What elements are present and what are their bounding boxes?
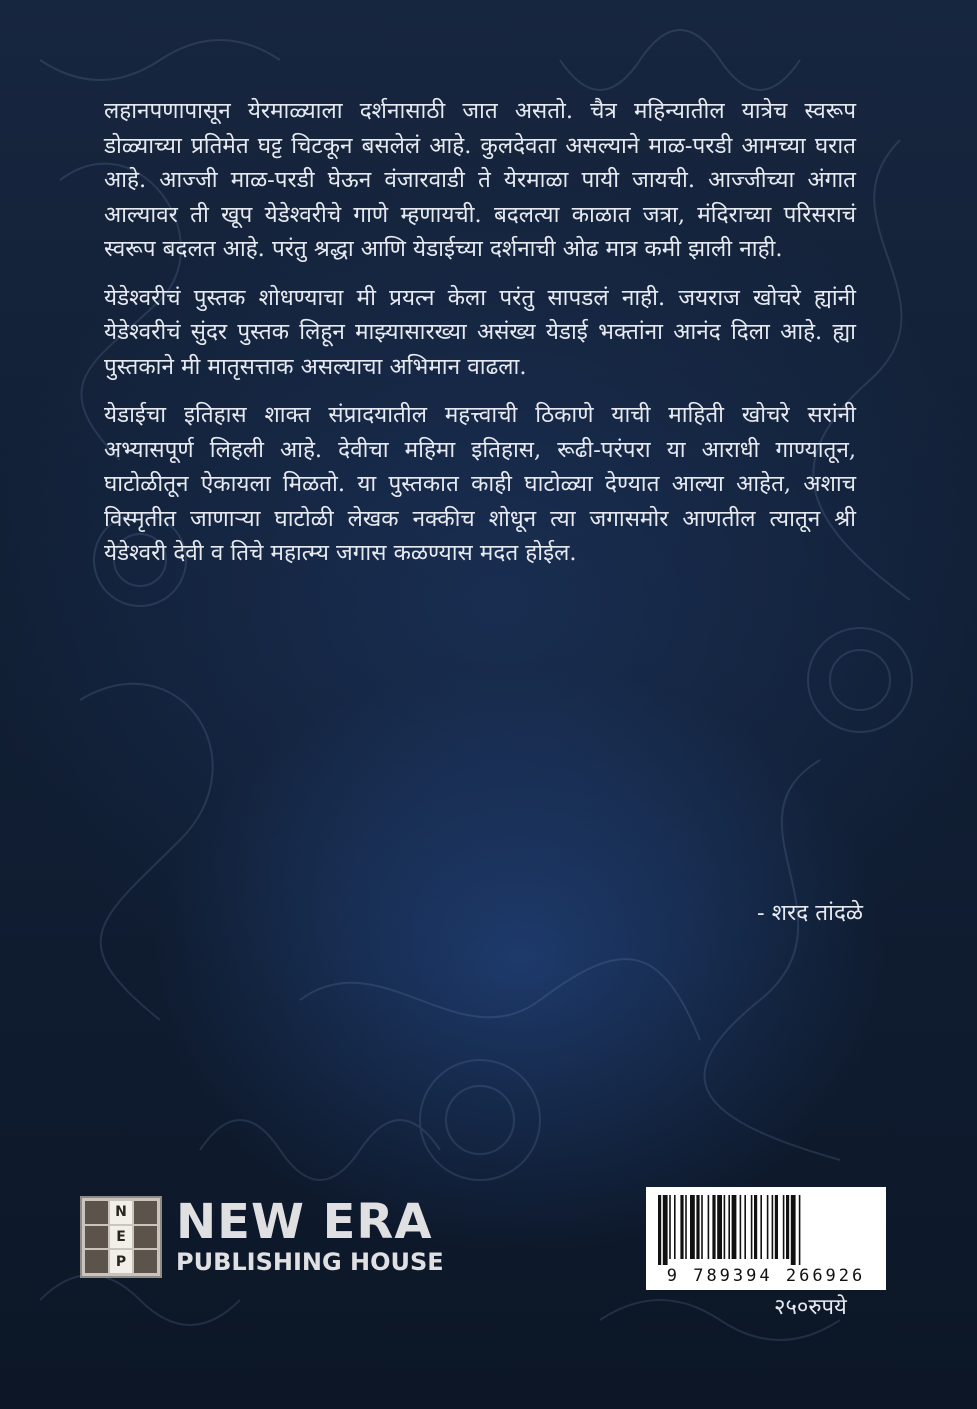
barcode-bar [708, 1195, 710, 1259]
barcode-bar [786, 1195, 789, 1259]
barcode-bar [674, 1195, 676, 1259]
back-cover-blurb [104, 94, 856, 585]
barcode-bar [685, 1195, 687, 1259]
barcode-bar [690, 1195, 695, 1259]
logo-letter: P [110, 1250, 133, 1273]
blurb-paragraph: येडाईचा इतिहास शाक्त संप्रादयातील महत्त्वाची ठिकाणे याची माहिती खोचरे सरांनी अभ्यासपूर्ण लिहली आहे. देवीचा महिमा इतिहास, रूढी-परंपरा या आराधी गाण्यातून, घाटोळीतून ऐकायला मिळतो. या पुस्तकात काही घाटोळ्या देण्यात आल्या आहेत, अशाच विस्मृतीत जाणाऱ्या घाटोळी लेखक नक्कीच शोधून त्या जगासमोर आणतील त्यातून श्री येडेश्वरी देवी व तिचे महात्म्य जगास कळण्यास मदत होईल. [104, 402, 856, 566]
blurb-signature: - शरद तांदळे [756, 900, 863, 926]
barcode-bars-icon [646, 1187, 886, 1267]
logo-letter: N [110, 1201, 133, 1224]
barcode-bar [791, 1195, 796, 1265]
barcode-bar [663, 1195, 668, 1265]
logo-letter: E [110, 1226, 133, 1249]
barcode-bar [783, 1195, 785, 1259]
barcode-bar [680, 1195, 683, 1259]
publisher-subtitle: PUBLISHING HOUSE [176, 1248, 444, 1276]
isbn-number: 9 789394 266926 [666, 1266, 866, 1286]
barcode-bar [760, 1195, 762, 1259]
barcode-bar [799, 1195, 801, 1265]
publisher-logo-mark-icon [80, 1196, 162, 1278]
isbn-barcode [646, 1187, 886, 1290]
barcode-bar [772, 1195, 774, 1259]
barcode-bar [728, 1195, 730, 1259]
publisher-logo [80, 1196, 444, 1278]
blurb-paragraph: लहानपणापासून येरमाळ्याला दर्शनासाठी जात असतो. चैत्र महिन्यातील यात्रेच स्वरूप डोळ्याच्या प्रतिमेत घट्ट चिटकून बसलेलं आहे. कुलदेवता असल्याने माळ-परडी आमच्या घरात आहे. आज्जी माळ-परडी घेऊन वंजारवाडी ते येरमाळा पायी जायची. आज्जीच्या अंगात आल्यावर ती खूप येडेश्वरीचे गाणे म्हणायची. बदलत्या काळात जत्रा, मंदिराच्या परिसराचं स्वरूप बदलत आहे. परंतु श्रद्धा आणि येडाईच्या दर्शनाची ओढ मात्र कमी झाली नाही. [104, 98, 856, 262]
barcode-bar [767, 1195, 769, 1259]
publisher-name-block [176, 1194, 444, 1277]
barcode-bar [658, 1195, 661, 1265]
blurb-paragraph: येडेश्वरीचं पुस्तक शोधण्याचा मी प्रयत्न केला परंतु सापडलं नाही. जयराज खोचरे ह्यांनी येडेश्वरीचं सुंदर पुस्तक लिहून माझ्यासारख्या असंख्य येडाई भक्तांना आनंद दिला आहे. ह्या पुस्तकाने मी मातृसत्ताक असल्याचा अभिमान वाढला. [104, 284, 856, 380]
barcode-bar [724, 1195, 726, 1259]
barcode-bar [696, 1195, 699, 1259]
publisher-name: NEW ERA [176, 1194, 433, 1250]
barcode-bar [717, 1195, 722, 1259]
barcode-bar [740, 1195, 742, 1259]
price-label: २५०रुपये [774, 1295, 847, 1320]
barcode-bar [712, 1195, 715, 1259]
barcode-bar [751, 1195, 753, 1259]
barcode-bar [775, 1195, 778, 1259]
barcode-bar [744, 1195, 746, 1259]
barcode-bar [732, 1195, 737, 1259]
barcode-bar [669, 1195, 671, 1259]
barcode-bar [754, 1195, 757, 1259]
barcode-bar [701, 1195, 703, 1259]
